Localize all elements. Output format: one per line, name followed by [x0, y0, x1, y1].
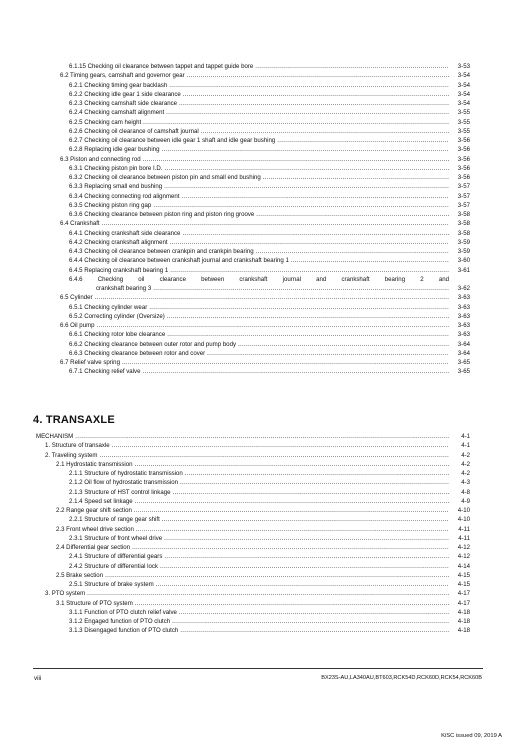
toc-entry-page: 4-18 — [449, 617, 470, 626]
toc-entry-page: 4-12 — [449, 552, 470, 561]
toc-entry-page: 4-2 — [449, 469, 470, 478]
toc-entry-page: 3-63 — [449, 330, 470, 339]
toc-entry[interactable] — [69, 192, 470, 201]
toc-entry-page: 4-14 — [449, 562, 470, 571]
toc-entry-title: 2.3 Front wheel drive section ..... — [56, 525, 449, 534]
toc-entry-title: 2.1.4 Speed set linkage ..... — [69, 497, 449, 506]
toc-entry-page: 4-11 — [449, 534, 470, 543]
toc-entry-title: 6.4.1 Checking crankshaft side clearance ..... — [69, 229, 449, 238]
toc-entry[interactable] — [36, 432, 470, 441]
toc-entry[interactable] — [69, 340, 470, 349]
toc-entry-title: 2.4.1 Structure of differential gears ..... — [69, 552, 449, 561]
toc-entry-title: 2.1.1 Structure of hydrostatic transmission ..... — [69, 469, 449, 478]
toc-entry[interactable] — [69, 478, 470, 487]
toc-entry[interactable] — [69, 90, 470, 99]
toc-entry-title: 6.4.2 Checking crankshaft alignment ..... — [69, 238, 449, 247]
toc-entry-page: 4-1 — [449, 441, 470, 450]
toc-entry-title: 6.2.3 Checking camshaft side clearance ..... — [69, 99, 449, 108]
toc-entry-page: 3-63 — [449, 321, 470, 330]
toc-entry-page: 3-57 — [449, 201, 470, 210]
toc-entry-title: 6.3.1 Checking piston pin bore I.D. ..... — [69, 164, 449, 173]
toc-entry[interactable] — [69, 127, 470, 136]
section-heading: 4. TRANSAXLE — [33, 414, 115, 426]
toc-entry[interactable] — [69, 81, 470, 90]
toc-entry-page: 3-58 — [449, 229, 470, 238]
toc-entry-title: 2.1 Hydrostatic transmission ..... — [56, 460, 449, 469]
toc-entry-title: 3. PTO system ..... — [45, 589, 449, 598]
toc-entry-page: 4-3 — [449, 478, 470, 487]
toc-entry-title: 2.3.1 Structure of front wheel drive ..... — [69, 534, 449, 543]
toc-entry[interactable] — [56, 543, 470, 552]
toc-entry-page: 4-2 — [449, 460, 470, 469]
toc-entry-title: 2.4.2 Structure of differential lock ..... — [69, 562, 449, 571]
toc-entry-title: 3.1.3 Disengaged function of PTO clutch ..... — [69, 626, 449, 635]
toc-entry[interactable] — [60, 358, 470, 367]
toc-entry-page: 4-17 — [449, 589, 470, 598]
toc-entry-page: 3-64 — [449, 340, 470, 349]
toc-entry-title-continued: crankshaft bearing 3 ..... — [96, 284, 449, 293]
toc-entry-title: 2.2.1 Structure of range gear shift ..... — [69, 515, 449, 524]
toc-entry-title: 6.2.6 Checking oil clearance of camshaft journal ..... — [69, 127, 449, 136]
toc-entry-page: 3-65 — [449, 358, 470, 367]
toc-entry-title: 6.2.4 Checking camshaft alignment ..... — [69, 108, 449, 117]
toc-entry-title: 6.2.5 Checking cam height ..... — [69, 118, 449, 127]
toc-entry-title: 6.5.1 Checking cylinder wear ..... — [69, 303, 449, 312]
toc-entry-page: 4-9 — [449, 497, 470, 506]
toc-entry-title: 2.4 Differential gear section ..... — [56, 543, 449, 552]
toc-entry[interactable] — [60, 321, 470, 330]
toc-entry-page: 3-54 — [449, 71, 470, 80]
toc-entry-title: 2.2 Range gear shift section ..... — [56, 506, 449, 515]
toc-entry-page: 3-65 — [449, 367, 470, 376]
toc-entry-title: 6.2.7 Checking oil clearance between idle gear 1 shaft and idle gear bushing ..... — [69, 136, 449, 145]
toc-entry-page: 4-10 — [449, 515, 470, 524]
toc-entry[interactable] — [69, 118, 470, 127]
toc-entry-title: 6.4.5 Replacing crankshaft bearing 1 ..... — [69, 266, 449, 275]
toc-entry[interactable] — [69, 182, 470, 191]
toc-entry[interactable] — [60, 155, 470, 164]
toc-entry-page: 3-56 — [449, 136, 470, 145]
toc-entry-title: 6.3.3 Replacing small end bushing ..... — [69, 182, 449, 191]
toc-entry-title: 6.5.2 Correcting cylinder (Oversize) ..... — [69, 312, 449, 321]
toc-entry-page: 4-18 — [449, 626, 470, 635]
toc-entry-page: 3-63 — [449, 293, 470, 302]
toc-entry-page: 3-56 — [449, 155, 470, 164]
toc-entry-title: 6.2.2 Checking idle gear 1 side clearance ..... — [69, 90, 449, 99]
toc-entry-title: 6.3.6 Checking clearance between piston ring and piston ring groove ..... — [69, 210, 449, 219]
toc-entry[interactable] — [69, 312, 470, 321]
toc-entry-title: 1. Structure of transaxle ..... — [45, 441, 449, 450]
toc-entry-title: 6.7.1 Checking relief valve ..... — [69, 367, 449, 376]
toc-entry[interactable] — [69, 108, 470, 117]
toc-entry[interactable] — [69, 367, 470, 376]
toc-entry-page: 4-15 — [449, 571, 470, 580]
toc-entry[interactable] — [56, 460, 470, 469]
toc-entry-page: 3-56 — [449, 145, 470, 154]
toc-entry-title: 6.4.4 Checking oil clearance between crankshaft journal and crankshaft bearing 1 ..... — [69, 256, 449, 265]
toc-entry[interactable] — [69, 275, 470, 294]
toc-entry[interactable] — [56, 506, 470, 515]
toc-entry-title: 6.6.1 Checking rotor lobe clearance ..... — [69, 330, 449, 339]
toc-entry-title: 6.3.4 Checking connecting rod alignment ..... — [69, 192, 449, 201]
toc-entry-page: 4-8 — [449, 488, 470, 497]
toc-entry[interactable] — [69, 229, 470, 238]
toc-entry[interactable] — [69, 552, 470, 561]
toc-entry[interactable] — [69, 303, 470, 312]
toc-entry-page: 3-61 — [449, 266, 470, 275]
toc-entry-page: 4-12 — [449, 543, 470, 552]
toc-entry-page: 3-53 — [449, 62, 470, 71]
toc-entry-page: 4-15 — [449, 580, 470, 589]
toc-entry-title: 2.5 Brake section ..... — [56, 571, 449, 580]
toc-entry-title: 6.3.5 Checking piston ring gap ..... — [69, 201, 449, 210]
toc-entry-title: 6.3 Piston and connecting rod ..... — [60, 155, 449, 164]
toc-entry[interactable] — [69, 266, 470, 275]
toc-entry[interactable] — [69, 210, 470, 219]
toc-entry-title: 6.6.2 Checking clearance between outer rotor and pump body ..... — [69, 340, 449, 349]
toc-entry-title: 2.5.1 Structure of brake system ..... — [69, 580, 449, 589]
toc-entry-page: 4-10 — [449, 506, 470, 515]
toc-entry-title: 6.4 Crankshaft ..... — [60, 219, 449, 228]
toc-entry[interactable] — [60, 219, 470, 228]
toc-entry[interactable] — [69, 145, 470, 154]
toc-entry[interactable] — [69, 201, 470, 210]
toc-entry-title: 6.6 Oil pump ..... — [60, 321, 449, 330]
toc-entry[interactable] — [60, 293, 470, 302]
footer-divider — [33, 668, 483, 669]
toc-entry-page: 3-59 — [449, 238, 470, 247]
toc-entry-title: 6.7 Relief valve spring ..... — [60, 358, 449, 367]
toc-entry-title: 6.2 Timing gears, camshaft and governor gear ..... — [60, 71, 449, 80]
toc-entry[interactable] — [69, 62, 470, 71]
model-list: BX23S-AU,LA340AU,BT603,RCK54D,RCK60D,RCK54,RCK60B — [321, 675, 482, 681]
toc-entry[interactable] — [56, 525, 470, 534]
toc-list-transaxle — [36, 432, 470, 636]
toc-entry-page: 3-57 — [449, 192, 470, 201]
toc-entry-title: 3.1 Structure of PTO system ..... — [56, 599, 449, 608]
toc-entry[interactable] — [69, 534, 470, 543]
toc-entry[interactable] — [69, 608, 470, 617]
toc-entry-page: 3-56 — [449, 164, 470, 173]
toc-entry-page: 3-59 — [449, 247, 470, 256]
toc-entry-page: 3-54 — [449, 90, 470, 99]
toc-entry-page: 3-63 — [449, 303, 470, 312]
toc-entry[interactable] — [69, 497, 470, 506]
toc-entry-title: 6.2.1 Checking timing gear backlash ..... — [69, 81, 449, 90]
toc-entry-title: 2.1.3 Structure of HST control linkage ..... — [69, 488, 449, 497]
toc-entry-page: 4-18 — [449, 608, 470, 617]
toc-entry-title: 2. Traveling system ..... — [45, 451, 449, 460]
toc-entry-title: 6.3.2 Checking oil clearance between piston pin and small end bushing ..... — [69, 173, 449, 182]
toc-entry[interactable] — [60, 71, 470, 80]
toc-entry-page: 3-55 — [449, 118, 470, 127]
toc-entry[interactable] — [69, 617, 470, 626]
toc-entry-title: 6.1.15 Checking oil clearance between tappet and tappet guide bore ..... — [69, 62, 449, 71]
toc-entry[interactable] — [45, 441, 470, 450]
toc-entry[interactable] — [69, 562, 470, 571]
toc-entry-page: 3-54 — [449, 99, 470, 108]
toc-entry-page: 3-57 — [449, 182, 470, 191]
toc-entry-page: 3-62 — [449, 284, 470, 293]
toc-entry-page: 4-17 — [449, 599, 470, 608]
toc-entry[interactable] — [69, 136, 470, 145]
toc-entry-page: 4-1 — [449, 432, 470, 441]
toc-entry[interactable] — [69, 238, 470, 247]
toc-entry-title: 2.1.2 Oil flow of hydrostatic transmission ..... — [69, 478, 449, 487]
toc-entry[interactable] — [69, 330, 470, 339]
issue-label: KiSC issued 09, 2019 A — [441, 733, 502, 739]
toc-entry-page: 3-58 — [449, 210, 470, 219]
toc-entry[interactable] — [69, 247, 470, 256]
toc-entry-title: 6.2.8 Replacing idle gear bushing ..... — [69, 145, 449, 154]
toc-entry-page: 3-60 — [449, 256, 470, 265]
toc-entry[interactable] — [69, 469, 470, 478]
toc-entry-title: 6.5 Cylinder ..... — [60, 293, 449, 302]
toc-entry[interactable] — [69, 164, 470, 173]
toc-entry[interactable] — [69, 515, 470, 524]
toc-entry[interactable] — [45, 589, 470, 598]
toc-list-engine — [60, 62, 470, 377]
toc-entry[interactable] — [69, 99, 470, 108]
toc-entry-title: 6.4.6 Checking oil clearance between crankshaft journal and crankshaft bearing 2 and — [69, 275, 449, 283]
toc-entry-title: MECHANISM ..... — [36, 432, 449, 441]
toc-entry[interactable] — [69, 580, 470, 589]
page-number: viii — [34, 675, 42, 682]
toc-entry[interactable] — [69, 349, 470, 358]
toc-entry[interactable] — [56, 571, 470, 580]
toc-entry[interactable] — [45, 451, 470, 460]
toc-entry[interactable] — [56, 599, 470, 608]
toc-entry-page: 4-2 — [449, 451, 470, 460]
toc-entry-title: 6.4.3 Checking oil clearance between crankpin and crankpin bearing ..... — [69, 247, 449, 256]
toc-entry-page: 3-64 — [449, 349, 470, 358]
toc-entry[interactable] — [69, 626, 470, 635]
toc-entry-page: 3-58 — [449, 219, 470, 228]
toc-entry[interactable] — [69, 173, 470, 182]
toc-entry-page: 4-11 — [449, 525, 470, 534]
toc-entry-page: 3-55 — [449, 127, 470, 136]
toc-entry-title: 3.1.2 Engaged function of PTO clutch ..... — [69, 617, 449, 626]
toc-entry[interactable] — [69, 256, 470, 265]
toc-entry-page: 3-54 — [449, 81, 470, 90]
toc-entry-page: 3-55 — [449, 108, 470, 117]
toc-entry-title: 3.1.1 Function of PTO clutch relief valve ..... — [69, 608, 449, 617]
toc-entry[interactable] — [69, 488, 470, 497]
toc-entry-page: 3-63 — [449, 312, 470, 321]
toc-entry-page: 3-56 — [449, 173, 470, 182]
toc-entry-title: 6.6.3 Checking clearance between rotor and cover ..... — [69, 349, 449, 358]
